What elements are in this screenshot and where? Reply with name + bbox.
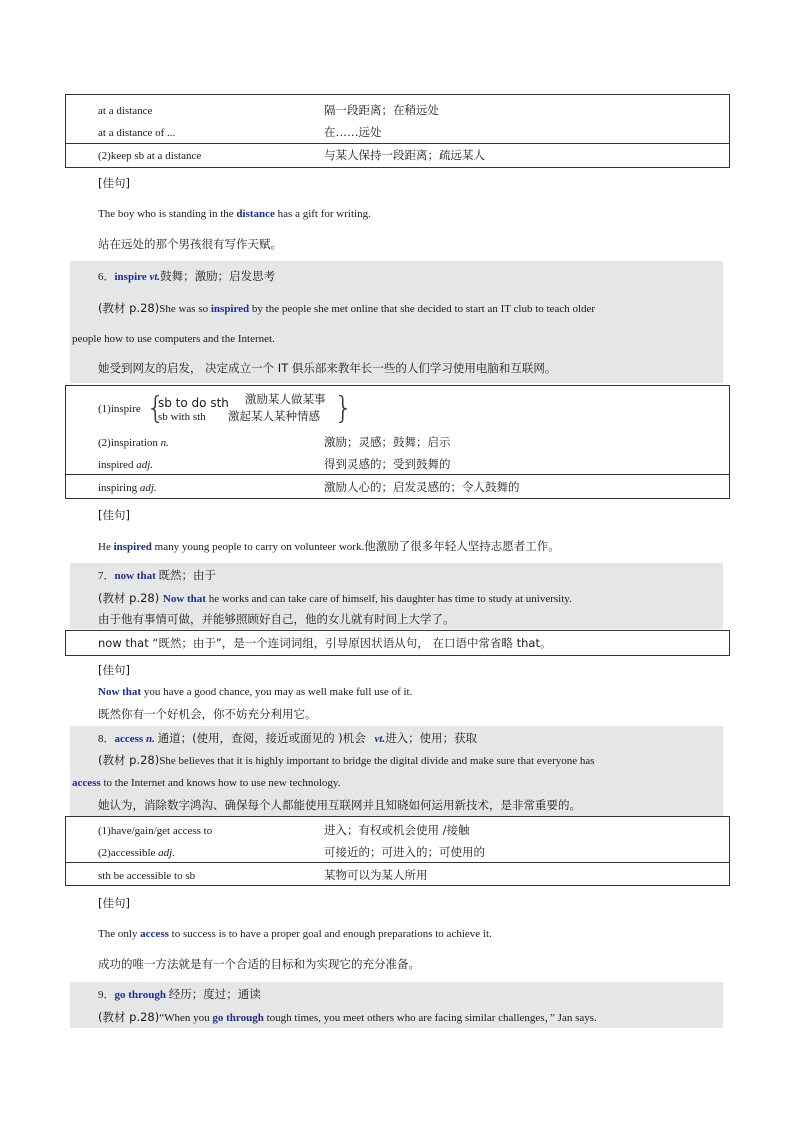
sentence-text: She believes that it is highly important to bridge the digital divide and make sure that everyone has	[159, 755, 595, 767]
sentence-text: he works and can take care of himself, his daughter has time to study at university.	[205, 593, 572, 605]
phrase-zh: 与某人保持一段距离；疏远某人	[324, 148, 485, 162]
box-row-divider	[65, 862, 730, 863]
textbook-example-en	[98, 753, 595, 768]
keyword: access	[72, 777, 101, 789]
example-sentence-en	[98, 685, 412, 699]
headword-meaning: 进入；使用；获取	[385, 731, 478, 745]
sentence-text: to success is to have a proper goal and enough preparations to achieve it.	[168, 928, 492, 940]
sentence-text: you have a good chance, you may as well make full use of it.	[141, 686, 413, 698]
sentence-text: tough times, you meet others who are facing similar challenges，” Jan says.	[263, 1012, 597, 1024]
headword: inspire	[114, 271, 147, 283]
headword: access	[114, 733, 144, 745]
keyword: Now that	[98, 686, 142, 698]
phrase-zh: 某物可以为某人所用	[324, 868, 428, 882]
textbook-source: (教材 p.28)	[98, 301, 160, 315]
headword-meaning: 通道；(使用，查阅，接近或面见的 )机会	[157, 731, 366, 745]
sentence-text: “When you	[159, 1012, 213, 1024]
brace-item-zh: 激励某人做某事	[245, 392, 326, 406]
brace-item-zh: 激起某人某种情感	[228, 409, 320, 423]
phrase-zh: 隔一段距离；在稍远处	[324, 103, 439, 117]
sentence-text: to the Internet and knows how to use new technology.	[100, 777, 341, 789]
sentence-text: has a gift for writing.	[274, 208, 371, 220]
textbook-example-en	[98, 591, 572, 606]
phrase-en	[98, 846, 175, 860]
sentence-text: He	[98, 541, 114, 553]
headword: go through	[114, 989, 166, 1001]
sentence-text: The only	[98, 928, 141, 940]
keyword: go through	[212, 1012, 264, 1024]
item-number: 8．	[98, 733, 115, 745]
headword-meaning: 经历；度过；通读	[168, 987, 261, 1001]
phrase-zh: 激励；灵感；鼓舞；启示	[324, 435, 451, 449]
textbook-example-zh: 她受到网友的启发， 决定成立一个 IT 俱乐部来教年长一些的人们学习使用电脑和互联网。	[98, 361, 557, 375]
phrase-en	[98, 869, 195, 883]
part-of-speech: adj.	[139, 482, 157, 494]
sentence-zh: 他激励了很多年轻人坚持志愿者工作。	[364, 539, 560, 553]
box-row-divider	[65, 143, 730, 144]
phrase-word: (1)have/gain/get access to	[98, 825, 213, 837]
phrase-zh: 在……远处	[324, 125, 382, 139]
phrase-word: (2)accessible	[98, 847, 159, 859]
example-sentence-zh: 既然你有一个好机会，你不妨充分利用它。	[98, 707, 317, 721]
phrase-word: sth be accessible to sb	[98, 870, 196, 882]
textbook-source: (教材 p.28)	[98, 753, 160, 767]
phrase-en	[98, 436, 169, 450]
phrase-zh: 进入；有权或机会使用 /接触	[324, 823, 470, 837]
phrase-word: inspiring	[98, 482, 140, 494]
example-sentence-en	[98, 927, 492, 941]
inspire-label: (1)inspire	[98, 403, 141, 415]
example-sentence-en	[98, 207, 371, 221]
textbook-source: (教材 p.28)	[98, 591, 163, 605]
example-sentence-zh: 成功的唯一方法就是有一个合适的目标和为实现它的充分准备。	[98, 957, 420, 971]
phrase-en	[98, 824, 212, 838]
jiaju-label: [佳句]	[98, 508, 130, 522]
textbook-example-en	[98, 301, 595, 316]
part-of-speech: n.	[145, 733, 155, 745]
headword-meaning: 鼓舞；激励；启发思考	[160, 269, 276, 283]
item-number: 6．	[98, 271, 115, 283]
keyword: Now that	[162, 593, 206, 605]
phrase-word: inspired	[98, 459, 137, 471]
phrase-en	[98, 481, 157, 495]
sentence-text: many young people to carry on volunteer work.	[151, 541, 365, 553]
sentence-text: The boy who is standing in the	[98, 208, 237, 220]
part-of-speech: adj.	[158, 847, 175, 859]
phrase-word: (2)inspiration	[98, 437, 161, 449]
item-8-heading	[98, 731, 477, 746]
phrase-en: at a distance of ...	[98, 127, 176, 139]
keyword: inspired	[113, 541, 152, 553]
example-sentence-zh: 站在远处的那个男孩很有写作天赋。	[98, 237, 282, 251]
keyword: access	[140, 928, 169, 940]
headword: now that	[114, 570, 156, 582]
textbook-example-en-cont: people how to use computers and the Internet.	[72, 333, 275, 345]
sentence-text: by the people she met online that she decided to start an IT club to teach older	[249, 303, 596, 315]
part-of-speech: vt.	[149, 271, 161, 283]
part-of-speech: adj.	[136, 459, 154, 471]
item-number: 9．	[98, 989, 115, 1001]
jiaju-label: [佳句]	[98, 896, 130, 910]
phrase-zh: 得到灵感的；受到鼓舞的	[324, 457, 451, 471]
phrase-en	[98, 458, 153, 472]
phrase-zh: 可接近的；可进入的；可使用的	[324, 845, 485, 859]
textbook-source: (教材 p.28)	[98, 1010, 160, 1024]
left-brace: {	[146, 391, 166, 426]
sentence-text: She was so	[159, 303, 211, 315]
brace-item-en: sb with sth	[158, 411, 206, 423]
phrase-en: at a distance	[98, 105, 153, 117]
item-7-heading	[98, 568, 216, 583]
part-of-speech: n.	[160, 437, 169, 449]
keyword: inspired	[210, 303, 250, 315]
textbook-example-en	[98, 1010, 597, 1025]
textbook-example-zh: 由于他有事情可做，并能够照顾好自己，他的女儿就有时间上大学了。	[98, 612, 455, 626]
keyword: distance	[236, 208, 275, 220]
jiaju-label: [佳句]	[98, 176, 130, 190]
part-of-speech: vt.	[374, 733, 386, 745]
item-6-heading	[98, 269, 275, 284]
item-9-heading	[98, 987, 261, 1002]
brace-item-en: sb to do sth	[158, 396, 229, 410]
right-brace: }	[334, 391, 354, 426]
textbook-example-en-cont	[72, 776, 340, 790]
headword-meaning: 既然；由于	[158, 568, 217, 582]
example-sentence	[98, 539, 560, 554]
box-row-divider	[65, 474, 730, 475]
phrase-en: (2)keep sb at a distance	[98, 150, 202, 162]
item-number: 7．	[98, 570, 115, 582]
textbook-example-zh: 她认为，消除数字鸿沟、确保每个人都能使用互联网并且知晓如何运用新技术，是非常重要的。	[98, 798, 581, 812]
grammar-note: now that “既然；由于”，是一个连词词组，引导原因状语从句， 在口语中常省略 that。	[98, 636, 552, 650]
phrase-zh: 激励人心的；启发灵感的；令人鼓舞的	[324, 480, 520, 494]
jiaju-label: [佳句]	[98, 663, 130, 677]
